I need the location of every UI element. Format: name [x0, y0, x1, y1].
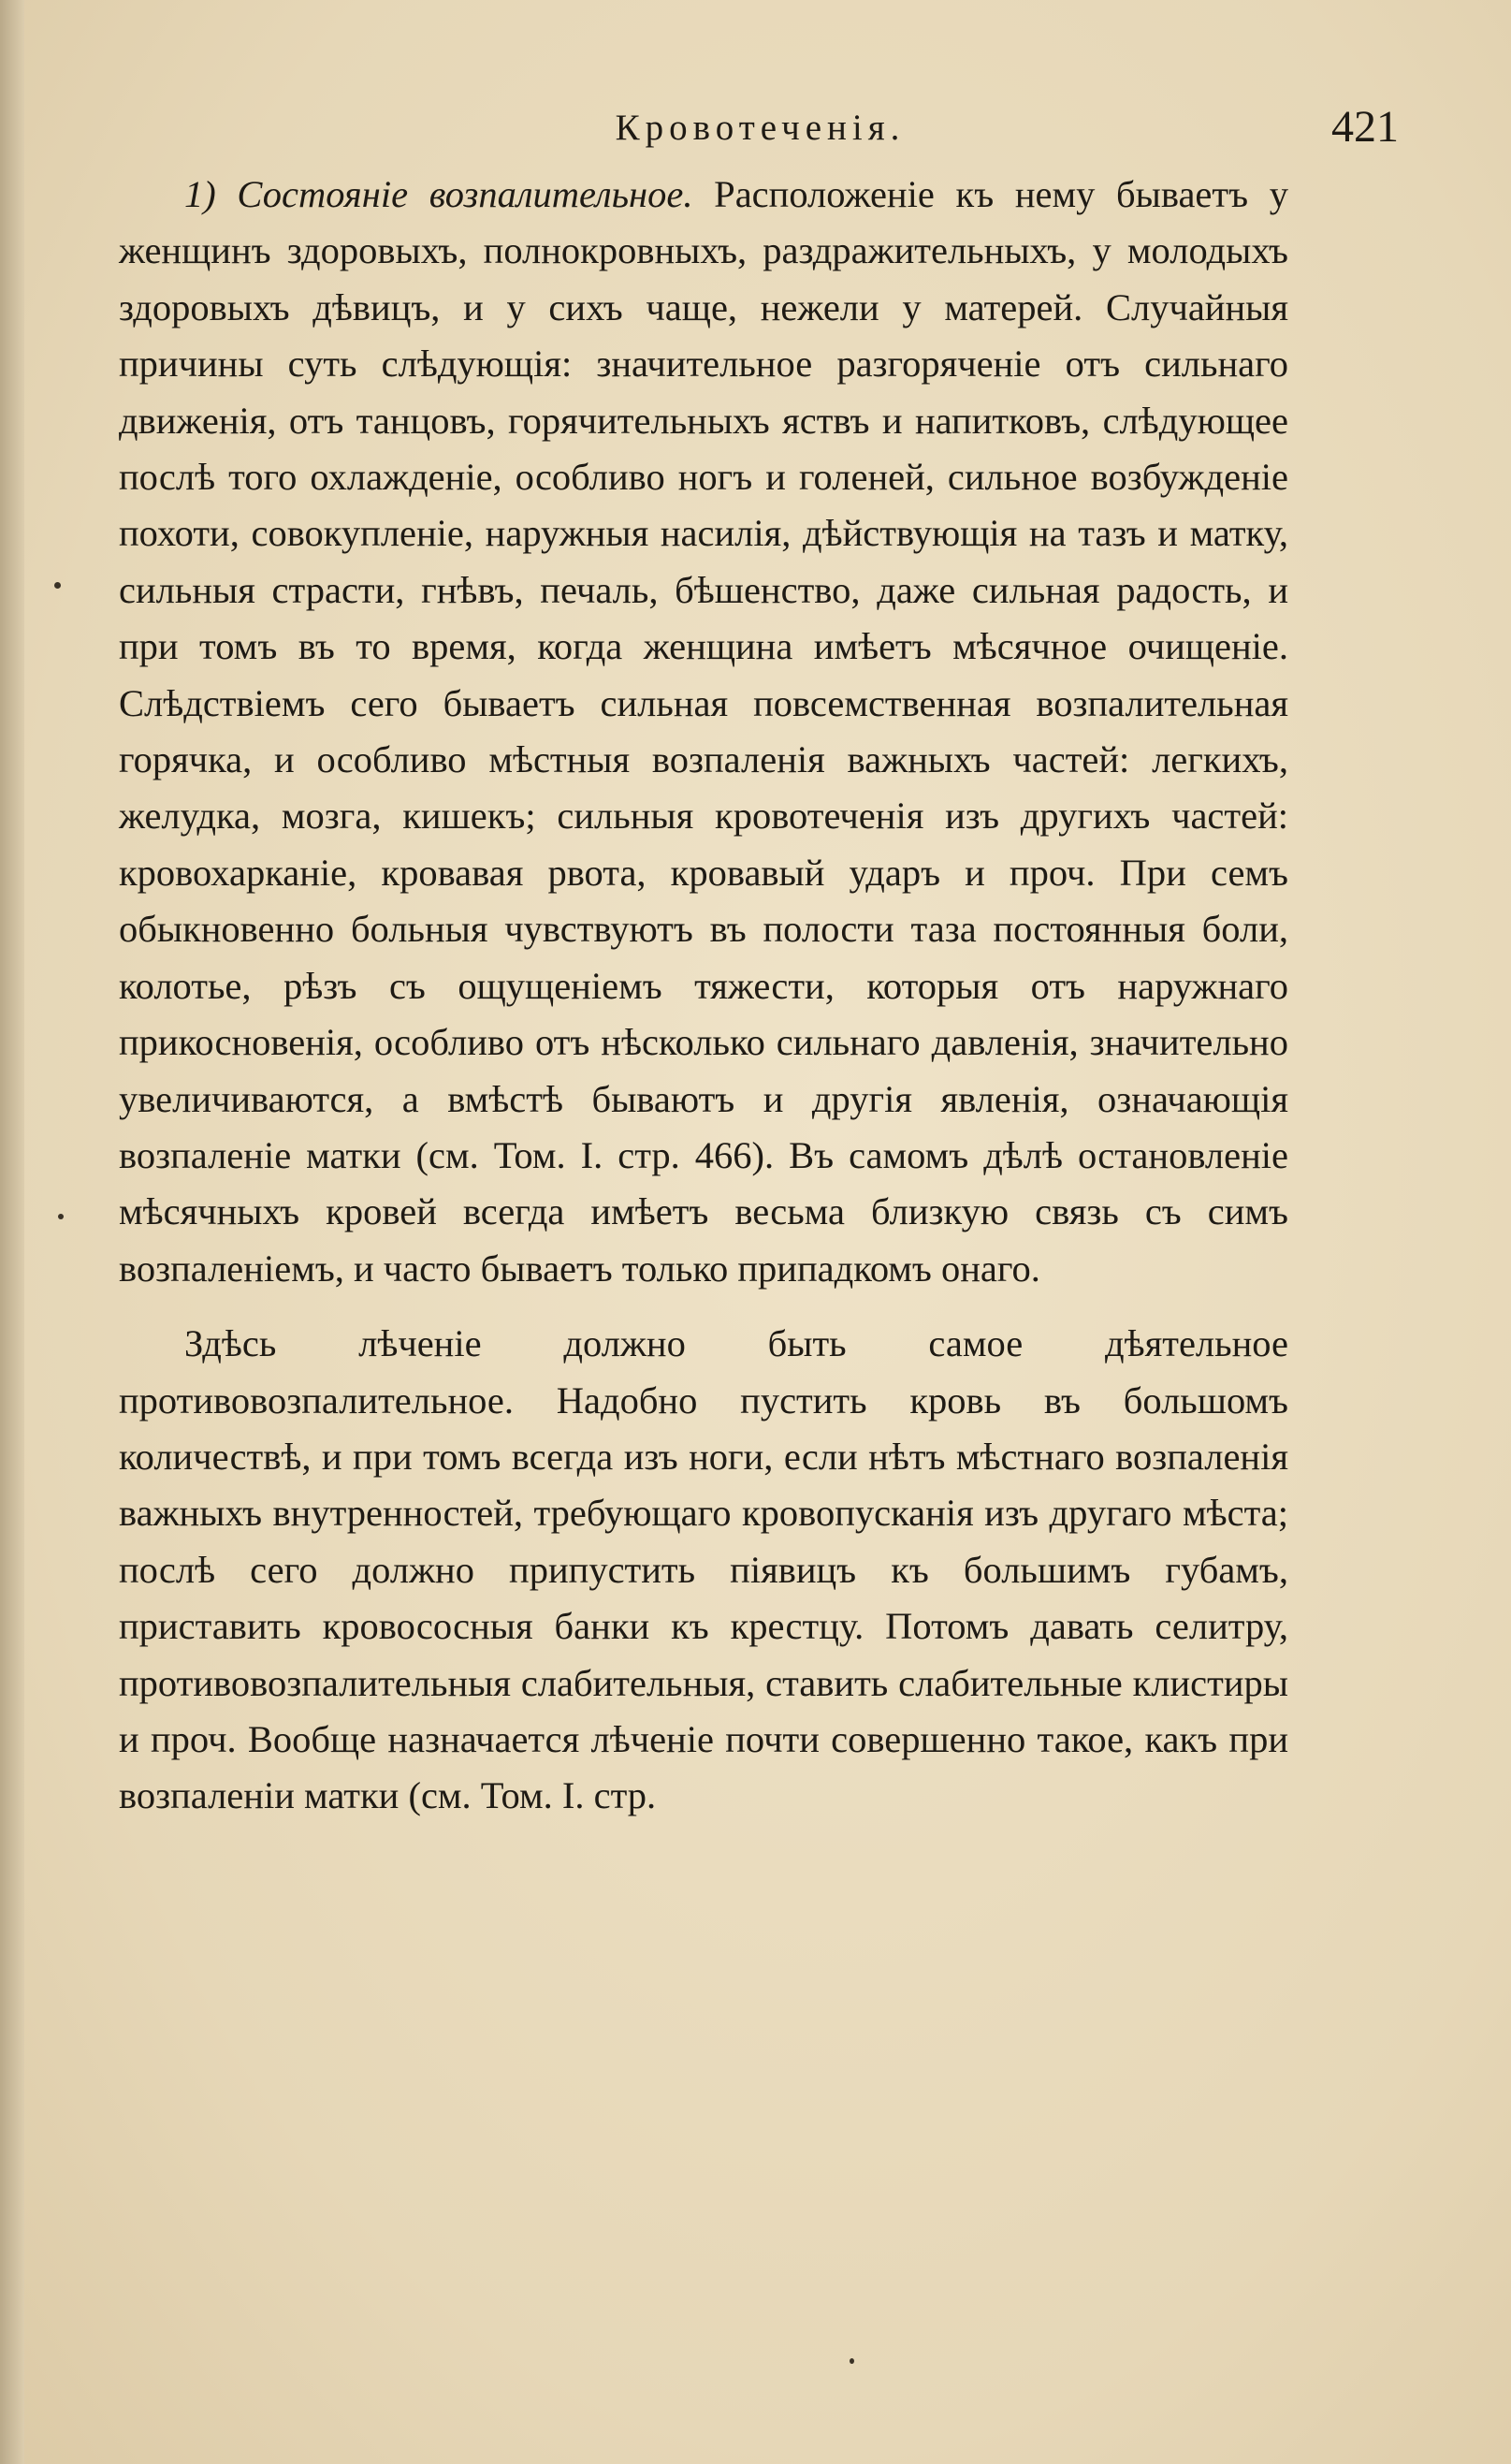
page-number: 421 [1331, 102, 1399, 152]
paragraph-2 [119, 1316, 1288, 1825]
page-header [122, 101, 1399, 157]
page-binding-edge [0, 0, 24, 2464]
paragraph-1-text: Расположеніе къ нему бываетъ у женщинъ здоровыхъ, полнокровныхъ, раздражительныхъ, у молодыхъ здоровыхъ дѣвицъ, и у сихъ чаще, нежели у матерей. Случайныя причины суть слѣдующія: значительное разгоряченіе отъ сильнаго движенія, отъ танцовъ, горячительныхъ яствъ и напитковъ, слѣдующее послѣ того охлажденіе, особливо ногъ и голеней, сильное возбужденіе похоти, совокупленіе, наружныя насилія, дѣйствующія на тазъ и матку, сильныя страсти, гнѣвъ, печаль, бѣшенство, даже сильная радость, и при томъ въ то время, когда женщина имѣетъ мѣсячное очищеніе. Слѣдствіемъ сего бываетъ сильная повсемственная возпалительная горячка, и особливо мѣстныя возпаленія важныхъ частей: легкихъ, желудка, мозга, кишекъ; сильныя кровотеченія изъ другихъ частей: кровохарканіе, кровавая рвота, кровавый ударъ и проч. При семъ обыкновенно больныя чувствуютъ въ полости таза постоянныя боли, колотье, рѣзъ съ ощущеніемъ тяжести, которыя отъ наружнаго прикосновенія, особливо отъ нѣсколько сильнаго давленія, значительно увеличиваются, а вмѣстѣ бываютъ и другія явленія, означающія возпаленіе матки (см. Том. I. стр. 466). Въ самомъ дѣлѣ остановленіе мѣсячныхъ кровей всегда имѣетъ весьма близкую связь съ симъ возпаленіемъ, и часто бываетъ только припадкомъ онаго. [119, 173, 1288, 1290]
paragraph-1 [119, 167, 1288, 1297]
ink-speck [58, 1214, 64, 1219]
body-text [119, 167, 1288, 1825]
ink-speck [54, 582, 61, 589]
paragraph-2-text: Здѣсь лѣченіе должно быть самое дѣятельное противовозпалительное. Надобно пустить кровь въ большомъ количествѣ, и при томъ всегда изъ ноги, если нѣтъ мѣстнаго возпаленія важныхъ внутренностей, требующаго кровопусканія изъ другаго мѣста; послѣ сего должно припустить піявицъ къ большимъ губамъ, приставить кровососныя банки къ крестцу. Потомъ давать селитру, противовозпалительныя слабительныя, ставить слабительные клистиры и проч. Вообще назначается лѣченіе почти совершенно такое, какъ при возпаленіи матки (см. Том. I. стр. [119, 1322, 1288, 1817]
ink-speck [850, 2358, 854, 2364]
running-title: Кровотеченія. [615, 108, 906, 148]
paragraph-1-lead: 1) Состояніе возпалительное. [184, 173, 693, 215]
